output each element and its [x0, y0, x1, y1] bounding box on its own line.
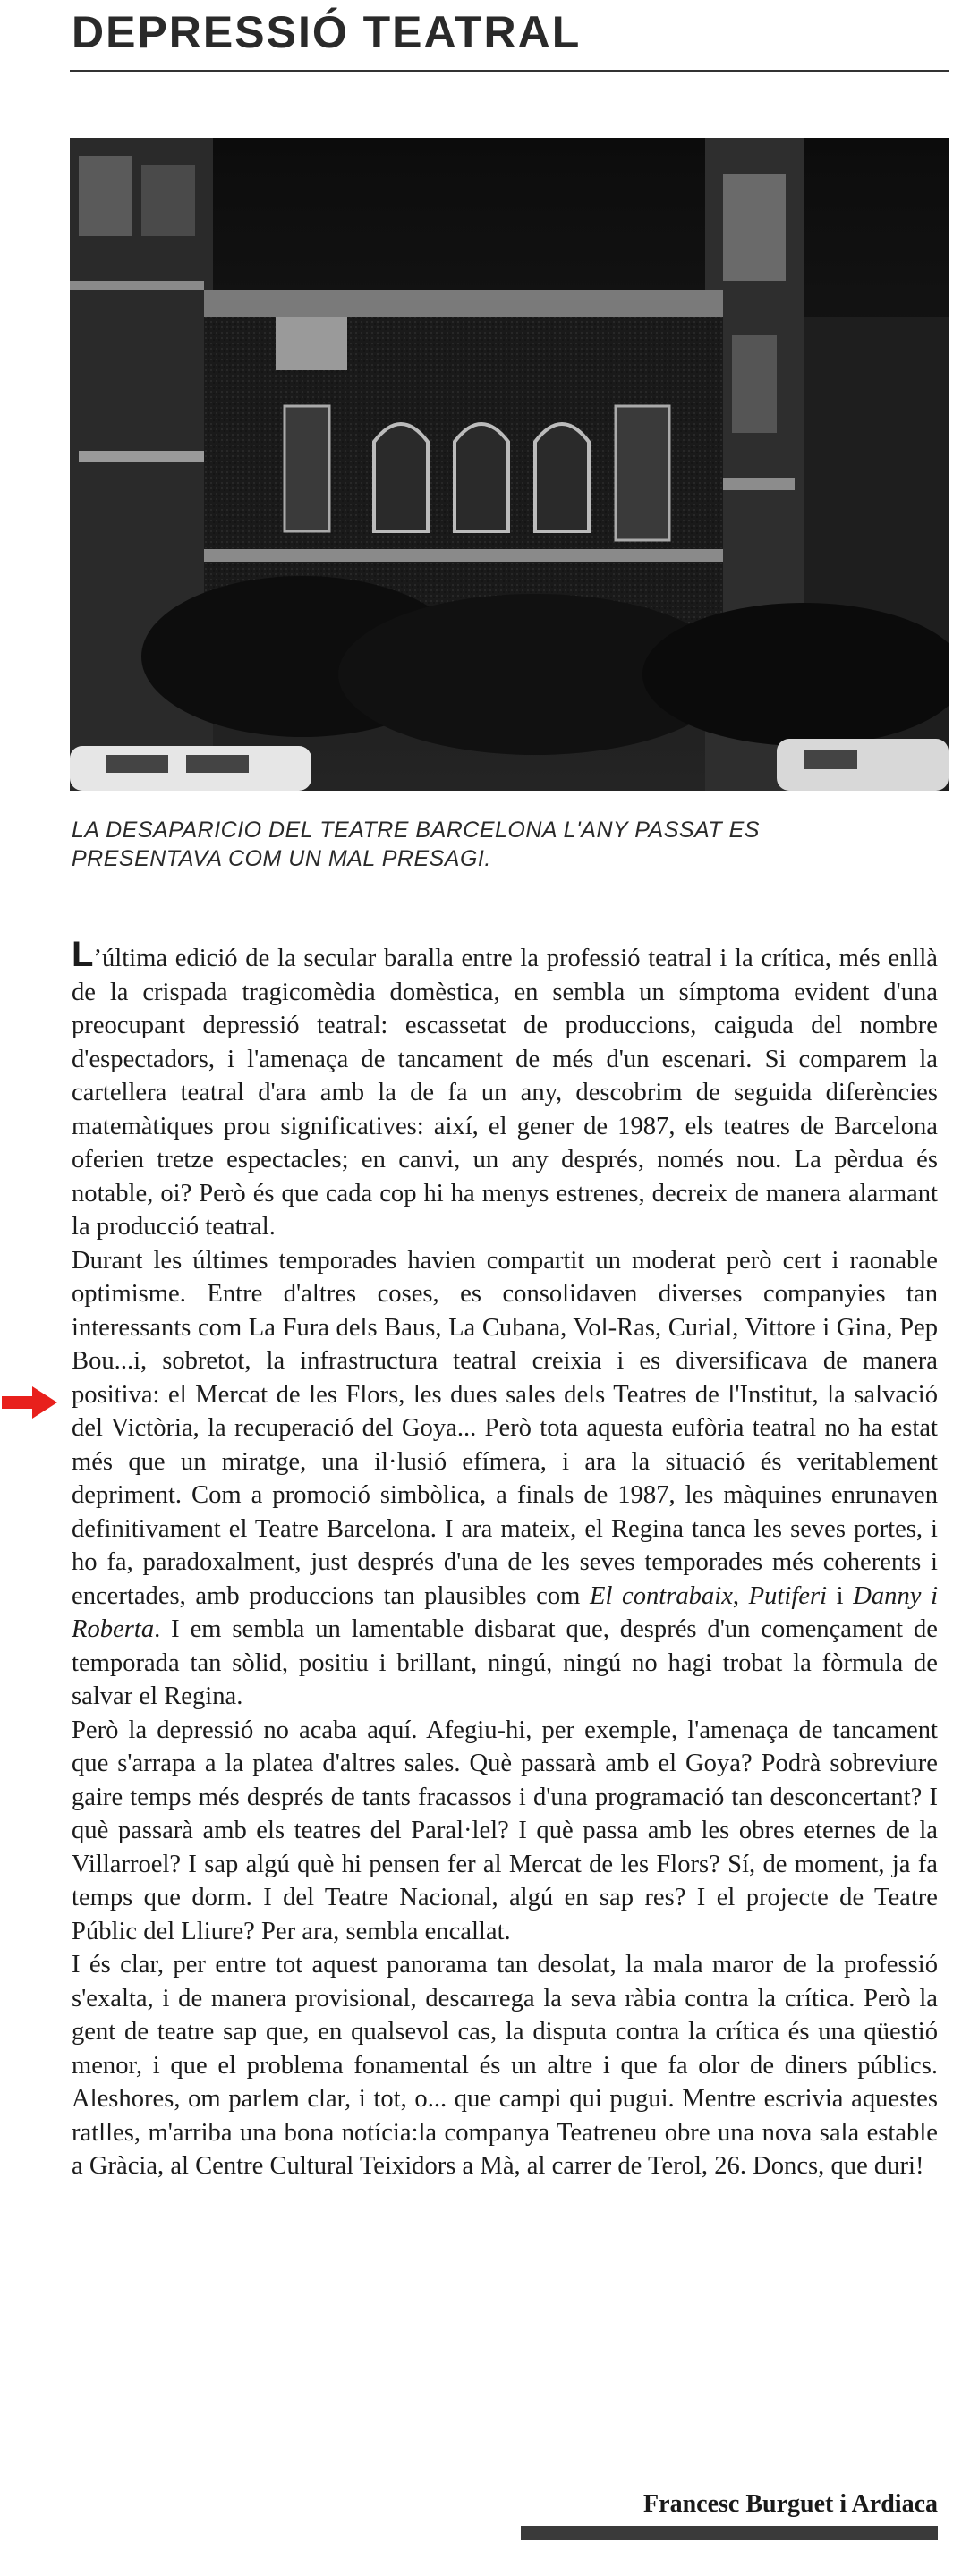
red-arrow-icon [2, 1385, 59, 1420]
title-putiferi: Putiferi [748, 1581, 828, 1610]
paragraph-1 [72, 935, 938, 1244]
author-signature: Francesc Burguet i Ardiaca [643, 2490, 938, 2518]
paragraph-2-text: Durant les últimes temporades havien compartit un moderat però cert i raonable optimisme. Entre d'altres coses, es consolidaven diverses companyies tan interessants com La Fura dels Baus, La Cubana, Vol-Ras, Curial, Vittore i Gina, Pep Bou...i, sobretot, la infrastructura teatral creixia i es diversificava de manera positiva: el Mercat de les Flors, les dues sales dels Teatres de l'Institut, la salvació del Victòria, la recuperació del Goya... Però tota aquesta eufòria teatral no ha estat més que un miratge, una il·lusió efímera, i ara la situació és veritablement depriment. Com a promoció simbòlica, a finals de 1987, les màquines enrunaven definitivament el Teatre Barcelona. I ara mateix, el Regina tanca les seves portes, i ho fa, paradoxalment, just després d'una de les seves temporades més coherents i encertades, amb produccions tan plausibles com [72, 1246, 938, 1610]
theatre-photo-graphic [70, 138, 949, 791]
paragraph-2 [72, 1244, 938, 1714]
headline-rule [70, 70, 949, 72]
theatre-photo [70, 138, 949, 791]
article-body [72, 935, 939, 2183]
paragraph-1-text: ’última edició de la secular baralla entre la professió teatral i la crítica, més enllà de la crispada tragicomèdia domèstica, en sembla un símptoma evident d'una preocupant depressió teatral: escassetat de produccions, caiguda del nombre d'espectadors, i l'amenaça de tancament de més d'un escenari. Si comparem la cartellera teatral d'ara amb la de fa un any, descobrim de seguida diferències matemàtiques prou significatives: així, el gener de 1987, els teatres de Barcelona oferien tretze espectacles; en canvi, un any després, només nou. La pèrdua és notable, oi? Però és que cada cop hi ha menys estrenes, decreix de manera alarmant la producció teatral. [72, 945, 938, 1241]
paragraph-3: Però la depressió no acaba aquí. Afegiu-hi, per exemple, l'amenaça de tancament que s'arrapa a la platea d'altres sales. Què passarà amb el Goya? Podrà sobreviure gaire temps més després de tants fracassos i d'una programació tan desconcertant? I què passarà amb els teatres del Paral·lel? I què passa amb les obres eternes de la Villarroel? I sap algú què hi pensen fer al Mercat de les Flors? Sí, de moment, ja fa temps que dorm. I del Teatre Nacional, algú en sap res? I el projecte de Teatre Públic del Lliure? Per ara, sembla encallat. [72, 1716, 938, 1945]
headline: DEPRESSIÓ TEATRAL [72, 7, 582, 57]
title-el-contrabaix: El contrabaix [589, 1581, 733, 1610]
conjunction: i [836, 1581, 844, 1610]
separator: , [732, 1581, 740, 1610]
signature-bar [521, 2526, 938, 2540]
drop-cap: L [72, 935, 94, 974]
title-danny-i-roberta: Danny i Roberta [72, 1581, 939, 1643]
photo-caption: LA DESAPARICIO DEL TEATRE BARCELONA L'ANY PASSAT ES PRESENTAVA COM UN MAL PRESAGI. [72, 818, 760, 871]
paragraph-4: I és clar, per entre tot aquest panorama tan desolat, la mala maror de la professió s'exalta, i de manera provisional, descarrega la seva ràbia contra la crítica. Però la gent de teatre sap que, en qualsevol cas, la disputa contra la crítica és una qüestió menor, i que el problema fonamental és un altre i que fa olor de diners públics. Aleshores, om parlem clar, i tot, o... que campi qui pugui. Mentre escrivia aquestes ratlles, m'arriba una bona notícia:la companya Teatreneu obre una nova sala estable a Gràcia, al Centre Cultural Teixidors a Mà, al carrer de Terol, 26. Doncs, que duri! [72, 1951, 938, 2180]
paragraph-2-tail: . I em sembla un lamentable disbarat que, després d'un començament de temporada tan sòlid, positiu i brillant, ningú, ningú no hagi trobat la fòrmula de salvar el Regina. [72, 1615, 938, 1710]
